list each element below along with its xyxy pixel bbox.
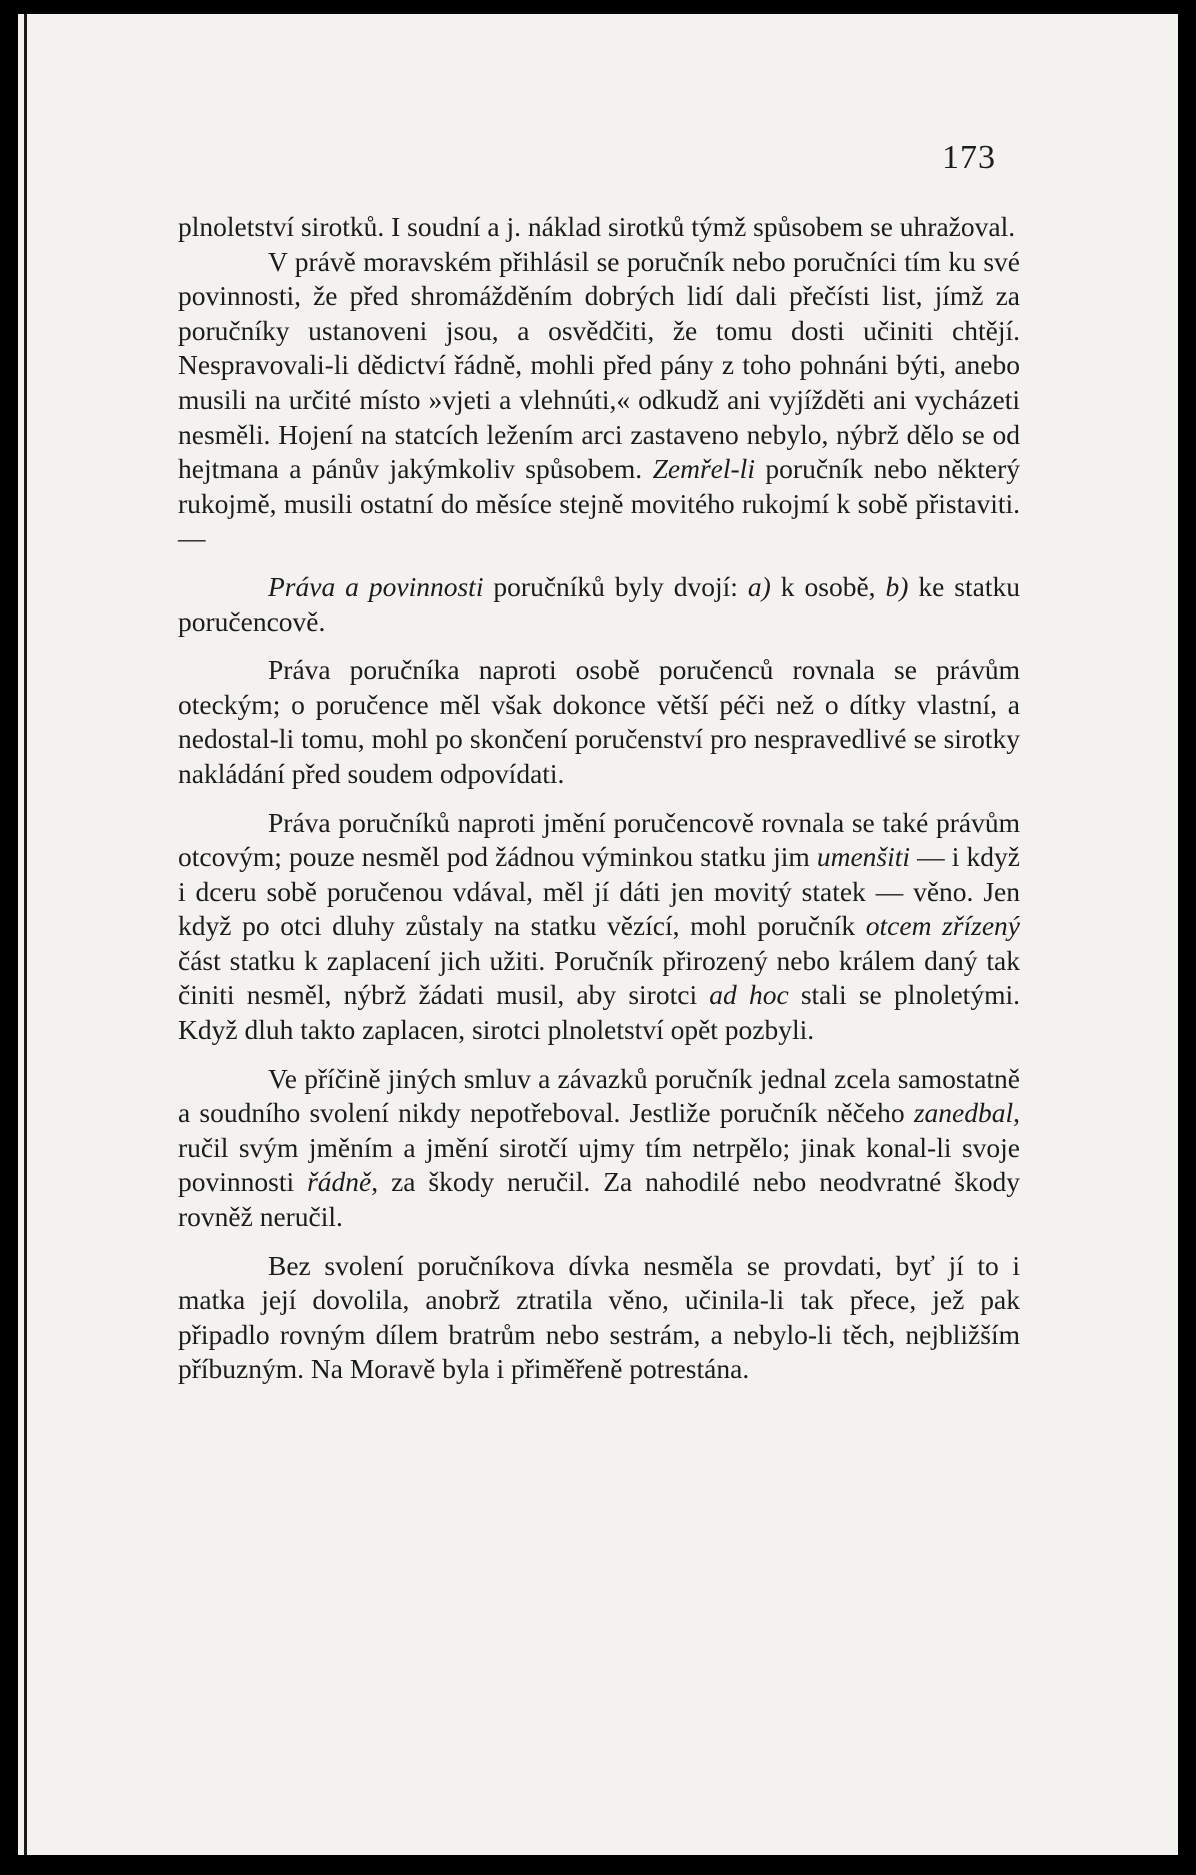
text-segment: Práva poručníka naproti osobě poručenců rovnala se právům oteckým; o poručence měl však dokonce větší péči než o dítky vlastní, a nedostal-li tomu, mohl po skončení poručenství pro nespravedlivé se sirotky nakládání před soudem odpovídati. (178, 654, 1020, 789)
paragraph-3 (178, 570, 1020, 639)
text-segment-italic: Práva a povinnosti (268, 570, 484, 602)
text-segment: V právě moravském přihlásil se poručník nebo poručníci tím ku své povinnosti, že před shromážděním dobrých lidí dali přečísti list, jímž za poručníky ustanoveni jsou, a osvědčiti, že tomu dosti učiniti chtějí. Nespravovali-li dědictví řádně, mohli před pány z toho pohnáni býti, anebo musili na určité místo »vjeti a vlehnúti,« odkudž ani vyjížděti ani vycházeti nesměli. Hojení na statcích ležením arci zastaveno nebylo, nýbrž dělo se od hejtmana a pánův jakýmkoliv spůsobem. (178, 245, 1020, 485)
text-segment: Ve příčině jiných smluv a závazků poručník jednal zcela samostatně a soudního svolení nikdy nepotřeboval. Jestliže poručník něčeho (178, 1062, 1020, 1129)
page-edge-line (24, 14, 27, 1855)
book-page (18, 14, 1178, 1855)
text-segment: poručník nebo některý rukojmě, musili ostatní do měsíce stejně movitého rukojmí k sobě přistaviti. — (178, 453, 1020, 554)
text-segment: poručníků byly dvojí: (483, 570, 748, 602)
text-segment: Práva poručníků naproti jmění poručencově rovnala se také právům otcovým; pouze nesměl pod žádnou výminkou statku jim (178, 806, 1020, 873)
text-segment: k osobě, (770, 570, 886, 602)
text-segment-italic: řádně (307, 1166, 372, 1198)
text-segment: Bez svolení poručníkova dívka nesměla se provdati, byť jí to i matka její dovolila, anobrž ztratila věno, učinila-li tak přece, jež pak připadlo rovným dílem bratrům nebo sestrám, a nebylo-li těch, nejbližším příbuzným. Na Moravě byla i přiměřeně potrestána. (178, 1249, 1020, 1385)
text-segment: plnoletství sirotků. I soudní a j. náklad sirotků týmž spůsobem se uhražoval. (178, 211, 1016, 242)
text-segment-italic: a) (747, 570, 771, 602)
paragraph-7 (178, 1249, 1020, 1387)
paragraph-5 (178, 806, 1020, 1048)
text-segment-italic: zanedbal (913, 1097, 1014, 1129)
text-segment: , za škody neručil. Za nahodilé nebo neodvratné škody rovněž neručil. (178, 1166, 1021, 1233)
paragraph-6 (178, 1062, 1020, 1235)
text-segment: část statku k zaplacení jich užiti. Poručník přirozený nebo králem daný tak činiti nesměl, nýbrž žádati musil, aby sirotci (178, 944, 1020, 1011)
page-number: 173 (942, 139, 996, 176)
paragraph-1 (178, 210, 1020, 245)
text-segment-italic: ad hoc (709, 979, 789, 1011)
text-segment-italic: otcem zřízený (865, 910, 1020, 942)
paragraph-2 (178, 245, 1020, 556)
body-text (178, 210, 1020, 1387)
text-segment-italic: b) (885, 570, 909, 602)
text-segment: — i když i dceru sobě poručenou vdával, měl jí dáti jen movitý statek — věno. Jen když po otci dluhy zůstaly na statku vězící, mohl poručník (178, 841, 1020, 942)
text-segment: , ručil svým jměním a jmění sirotčí ujmy tím netrpělo; jinak konal-li svoje povinnosti (178, 1097, 1020, 1198)
text-segment: stali se plnoletými. Když dluh takto zaplacen, sirotci plnoletství opět pozbyli. (178, 979, 1020, 1046)
text-segment-italic: Zemřel-li (652, 453, 755, 485)
paragraph-4 (178, 653, 1020, 791)
text-segment-italic: umenšiti (816, 841, 911, 873)
text-segment: ke statku poručencově. (178, 570, 1020, 637)
